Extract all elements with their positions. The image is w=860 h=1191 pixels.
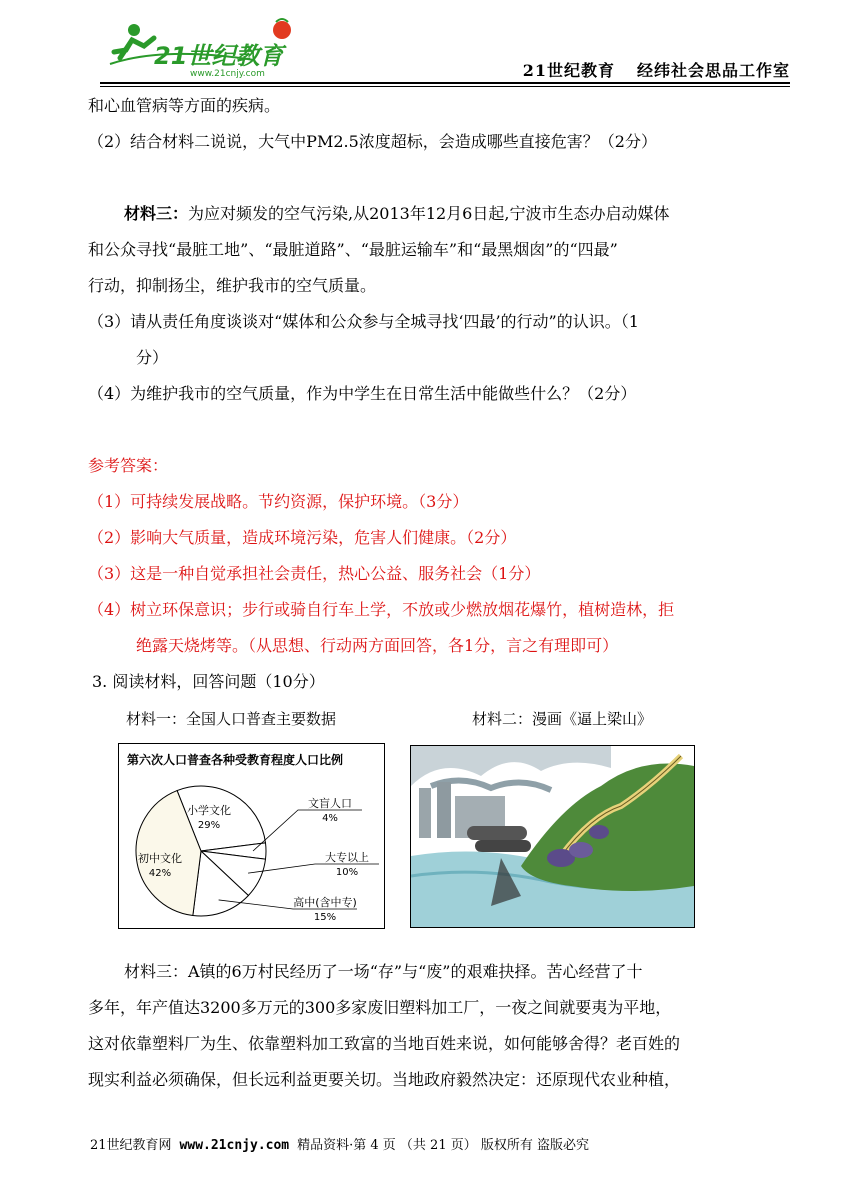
runner-logo-icon [104, 16, 304, 78]
material-1-caption: 材料一：全国人口普查主要数据 [126, 710, 337, 728]
answer-4-line-1: （4）树立环保意识；步行或骑自行车上学，不放或少燃放烟花爆竹，植树造林，拒 [88, 600, 675, 619]
question-3-line-1: （3）请从责任角度谈谈对“媒体和公众参与全城寻找‘四最’的行动”的认识。（1 [88, 312, 639, 331]
answer-2: （2）影响大气质量，造成环境污染，危害人们健康。（2分） [88, 528, 517, 547]
material-3-line-3: 行动，抑制扬尘，维护我市的空气质量。 [88, 276, 377, 295]
question-2: （2）结合材料二说说，大气中PM2.5浓度超标，会造成哪些直接危害？（2分） [88, 132, 657, 151]
logo-text: 21世纪教育 [154, 42, 284, 70]
header-divider [100, 82, 790, 84]
answer-3: （3）这是一种自觉承担社会责任，热心公益、服务社会（1分） [88, 564, 541, 583]
pie-chart [119, 744, 384, 928]
slice-label-2: 大专以上 [325, 851, 369, 864]
answer-title: 参考答案： [88, 456, 169, 475]
material-2-caption: 材料二：漫画《逼上梁山》 [472, 710, 653, 728]
material-3-line-1 [124, 204, 669, 224]
section-3-material-3-line-1: 材料三：A镇的6万村民经历了一场“存”与“废”的艰难抉择。苦心经营了十 [124, 962, 643, 981]
section-3-material-3-line-3: 这对依靠塑料厂为生、依靠塑料加工致富的当地百姓来说，如何能够舍得？老百姓的 [88, 1034, 681, 1053]
header-title [523, 58, 790, 81]
logo-url: www.21cnjy.com [190, 69, 265, 78]
slice-value-3: 15% [313, 912, 337, 923]
material-3-text: 为应对频发的空气污染,从2013年12月6日起,宁波市生态办启动媒体 [188, 204, 670, 223]
footer-right: 精品资料·第 4 页 （共 21 页） 版权所有 盗版必究 [297, 1138, 589, 1153]
question-3-line-2: 分） [136, 348, 169, 367]
header-divider-thin [100, 86, 790, 87]
pie-chart-panel [118, 743, 385, 929]
slice-label-1: 文盲人口 [308, 797, 352, 810]
footer-left: 21世纪教育网 [90, 1138, 172, 1153]
material-3-label: 材料三： [124, 204, 189, 223]
section-3-material-3-line-4: 现实利益必须确保，但长远利益更要关切。当地政府毅然决定：还原现代农业种植， [88, 1070, 681, 1089]
section-3-title: 3. 阅读材料，回答问题（10分） [92, 672, 325, 691]
site-logo [104, 16, 304, 78]
cartoon-mountain-icon [411, 746, 694, 927]
answer-1: （1）可持续发展战略。节约资源，保护环境。（3分） [88, 492, 469, 511]
chart-title: 第六次人口普查各种受教育程度人口比例 [127, 753, 344, 767]
slice-label-4: 初中文化 [138, 852, 182, 865]
answer-4-line-2: 绝露天烧烤等。（从思想、行动两方面回答，各1分，言之有理即可） [136, 636, 619, 655]
material-3-line-2: 和公众寻找“最脏工地”、“最脏道路”、“最脏运输车”和“最黑烟囱”的“四最” [88, 240, 618, 259]
continued-text: 和心血管病等方面的疾病。 [88, 96, 281, 115]
question-4: （4）为维护我市的空气质量，作为中学生在日常生活中能做些什么？（2分） [88, 384, 637, 403]
cartoon-image [410, 745, 695, 928]
slice-label-0: 小学文化 [187, 804, 231, 817]
leader-line-1 [253, 810, 362, 851]
slice-value-0: 29% [197, 820, 221, 831]
header-brand: 21世纪教育 [522, 61, 615, 80]
footer-site-link[interactable]: www.21cnjy.com [179, 1138, 290, 1153]
leader-line-2 [248, 864, 379, 873]
page-footer [90, 1134, 589, 1153]
header-studio: 经纬社会思品工作室 [636, 61, 790, 80]
slice-value-1: 4% [322, 813, 338, 824]
slice-label-3: 高中(含中专) [293, 896, 357, 909]
section-3-material-3-line-2: 多年，年产值达3200多万元的300多家废旧塑料加工厂，一夜之间就要夷为平地， [88, 998, 672, 1017]
slice-value-4: 42% [148, 868, 172, 879]
slice-value-2: 10% [335, 867, 359, 878]
